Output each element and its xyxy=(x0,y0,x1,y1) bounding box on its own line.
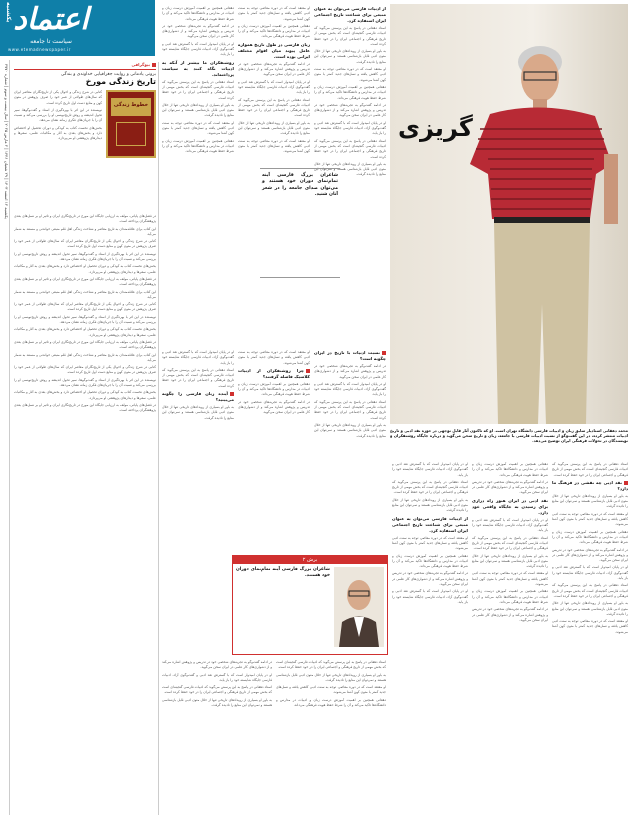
interview-paragraph: استاد دهقانی در پاسخ به این پرسش می‌گوید که ادبیات فارسی گنجینه‌ای است که بخش مهمی از تاریخ فرهنگی و اجتماعی ایران را در خود حفظ کرده است. xyxy=(552,583,628,598)
book-paragraph: در فصل‌های پایانی، مولف به ارزیابی جایگاه این مورخ در تاریخ‌نگاری ایران و تاثیر او بر نسل‌های بعدی پژوهشگران پرداخته است. xyxy=(14,276,156,287)
person-illustration xyxy=(390,4,628,424)
striped-shirt xyxy=(470,107,612,219)
book-cover xyxy=(106,90,156,158)
interview-paragraph: او در پایان امیدوار است که با گسترش نقد ادبی و گفت‌وگوی آزاد، ادبیات فارسی جایگاه شایسته خود را باز یابد. xyxy=(162,350,234,365)
pull-quote: از ادبیات فارسی می‌توان به عنوان منبعی برای شناخت تاریخ اجتماعی ایران استفاده کرد. xyxy=(314,6,386,23)
interview-paragraph: او معتقد است که در دوره معاصر، توجه به سنت ادبی کاهش یافته و نسل‌های جدید کمتر با متون کهن آشنا می‌شوند. xyxy=(276,685,386,695)
masthead-slogan: سیاست تا جامعه xyxy=(30,38,72,45)
portrait-image xyxy=(334,567,384,647)
interview-paragraph: استاد دهقانی در پاسخ به این پرسش می‌گوید که ادبیات فارسی گنجینه‌ای است که بخش مهمی از تاریخ فرهنگی و اجتماعی ایران را در خود حفظ کرده است. xyxy=(314,138,386,159)
masthead-url[interactable]: www.etemadnewspaper.ir xyxy=(8,47,71,52)
book-paragraph: بخش‌های نخست کتاب به کودکی و دوران تحصیل او اختصاص دارد و بخش‌های بعدی به آثار و مکاتبات علمی، سفرها و دیدارهای پژوهشی او می‌پردازد. xyxy=(14,327,156,337)
interview-paragraph: به باور او بسیاری از رویدادهای تاریخی تنها از خلال متون ادبی قابل بازشناسی هستند و نمی‌توان این منابع را نادیده گرفت. xyxy=(162,405,234,420)
interview-paragraph: در ادامه گفت‌وگو به تجربه‌های شخصی خود در تدریس و پژوهش اشاره می‌کند و از دشواری‌های کار علمی در ایران سخن می‌گوید. xyxy=(162,660,272,670)
interview-paragraph: استاد دهقانی در پاسخ به این پرسش می‌گوید که ادبیات فارسی گنجینه‌ای است که بخش مهمی از تاریخ فرهنگی و اجتماعی ایران را در خود حفظ کرده است. xyxy=(162,685,272,695)
interview-paragraph: به باور او بسیاری از رویدادهای تاریخی تنها از خلال متون ادبی قابل بازشناسی هستند و نمی‌توان این منابع را نادیده گرفت. xyxy=(392,497,468,513)
pull-quote: نقد ادبی در ایران هنوز راه درازی برای رسیدن به جایگاه واقعی خود دارد. xyxy=(472,497,548,515)
interview-column xyxy=(162,6,234,346)
interview-paragraph: به باور او بسیاری از رویدادهای تاریخی تنها از خلال متون ادبی قابل بازشناسی هستند و نمی‌توان این منابع را نادیده گرفت. xyxy=(162,102,234,118)
book-paragraph: در فصل‌های پایانی، مولف به ارزیابی جایگاه این مورخ در تاریخ‌نگاری ایران و تاثیر او بر نسل‌های بعدی پژوهشگران پرداخته است. xyxy=(14,214,156,224)
red-square-icon xyxy=(306,369,310,373)
interview-column xyxy=(276,660,386,815)
interview-paragraph: در ادامه گفت‌وگو به تجربه‌های شخصی خود در تدریس و پژوهش اشاره می‌کند و از دشواری‌های کار علمی در ایران سخن می‌گوید. xyxy=(314,102,386,118)
arm-left xyxy=(604,154,618,224)
interview-paragraph: به باور او بسیاری از رویدادهای تاریخی تنها از خلال متون ادبی قابل بازشناسی هستند و نمی‌توان این منابع را نادیده گرفت. xyxy=(314,422,386,438)
book-paragraph: در فصل‌های پایانی، مولف به ارزیابی جایگاه این مورخ در تاریخ‌نگاری ایران و تاثیر او بر نسل‌های بعدی پژوهشگران پرداخته است. xyxy=(14,402,156,413)
book-paragraph: بخش‌های نخست کتاب به کودکی و دوران تحصیل او اختصاص دارد و بخش‌های بعدی به آثار و مکاتبات علمی، سفرها و دیدارهای پژوهشی او می‌پردازد. xyxy=(14,125,102,141)
book-subtitle: برونی یادمانی و روایت جغرافیایی خداوندی و بندگی xyxy=(60,72,156,77)
book-paragraph: بخش‌های نخست کتاب به کودکی و دوران تحصیل او اختصاص دارد و بخش‌های بعدی به آثار و مکاتبات علمی، سفرها و دیدارهای پژوهشی او می‌پردازد. xyxy=(14,390,156,400)
book-paragraph: کتابی در شرح زندگی و احوال یکی از تاریخ‌نگاران معاصر ایران که سال‌های طولانی از عمر خود را صرف پژوهش در متون کهن و منابع دست اول تاریخ کرده است. xyxy=(14,90,102,105)
interview-paragraph: به باور او بسیاری از رویدادهای تاریخی تنها از خلال متون ادبی قابل بازشناسی هستند و نمی‌توان این منابع را نادیده گرفت. xyxy=(552,493,628,509)
book-intro xyxy=(14,90,102,210)
interview-paragraph: در ادامه گفت‌وگو به تجربه‌های شخصی خود در تدریس و پژوهش اشاره می‌کند و از دشواری‌های کار علمی در ایران سخن می‌گوید. xyxy=(472,607,548,622)
book-section xyxy=(14,62,156,817)
interview-paragraph: دهقانی همچنین بر اهمیت آموزش درست زبان و ادبیات در مدارس و دانشگاه‌ها تاکید می‌کند و آن را شرط حفظ هویت فرهنگی می‌داند. xyxy=(472,462,548,477)
column-divider xyxy=(158,62,159,815)
interview-paragraph: دهقانی همچنین بر اهمیت آموزش درست زبان و ادبیات در مدارس و دانشگاه‌ها تاکید می‌کند و آن را شرط حفظ هویت فرهنگی می‌داند. xyxy=(472,589,548,604)
interview-paragraph: به باور او بسیاری از رویدادهای تاریخی تنها از خلال متون ادبی قابل بازشناسی هستند و نمی‌توان این منابع را نادیده گرفت. xyxy=(276,672,386,682)
interview-paragraph: در ادامه گفت‌وگو به تجربه‌های شخصی خود در تدریس و پژوهش اشاره می‌کند و از دشواری‌های کار علمی در ایران سخن می‌گوید. xyxy=(392,571,468,587)
interview-right-lower xyxy=(390,462,628,817)
interview-paragraph: او معتقد است که در دوره معاصر، توجه به سنت ادبی کاهش یافته و نسل‌های جدید کمتر با متون کهن آشنا می‌شوند. xyxy=(472,571,548,587)
trousers xyxy=(494,223,590,424)
book-paragraph: نویسنده در این اثر با بهره‌گیری از اسناد و گفت‌وگوها، سیر تحول اندیشه و روش تاریخ‌نویسی او را بررسی می‌کند و نسبت آن را با جریان‌های فکری زمانه نشان می‌دهد. xyxy=(14,377,156,388)
date-strip: یکشنبه ۱۲ اسفند ۱۴۰۳ | ۲۹ شعبان ۱۴۴۶ | ۲ مارس ۲۰۲۵ | سال بیست و سوم | شماره ۴۷۷۰ xyxy=(0,60,10,815)
interview-paragraph: او در پایان امیدوار است که با گسترش نقد ادبی و گفت‌وگوی آزاد، ادبیات فارسی جایگاه شایسته خود را باز یابد. xyxy=(472,517,548,533)
book-paragraph: این کتاب برای علاقه‌مندان به تاریخ معاصر و شناخت زندگی اهل قلم منبعی خواندنی و مستند به شمار می‌آید. xyxy=(14,226,156,236)
interview-paragraph: او معتقد است که در دوره معاصر، توجه به سنت ادبی کاهش یافته و نسل‌های جدید کمتر با متون کهن آشنا می‌شوند. xyxy=(314,67,386,82)
interview-paragraph: در ادامه گفت‌وگو به تجربه‌های شخصی خود در تدریس و پژوهش اشاره می‌کند و از دشواری‌های کار علمی در ایران سخن می‌گوید. xyxy=(552,547,628,563)
book-paragraph: نویسنده در این اثر با بهره‌گیری از اسناد و گفت‌وگوها، سیر تحول اندیشه و روش تاریخ‌نویسی او را بررسی می‌کند و نسبت آن را با جریان‌های فکری زمانه نشان می‌دهد. xyxy=(14,107,102,123)
interview-paragraph: او در پایان امیدوار است که با گسترش نقد ادبی و گفت‌وگوی آزاد، ادبیات فارسی جایگاه شایسته خود را باز یابد. xyxy=(162,41,234,57)
interview-paragraph: به باور او بسیاری از رویدادهای تاریخی تنها از خلال متون ادبی قابل بازشناسی هستند و نمی‌توان این منابع را نادیده گرفت. xyxy=(162,697,272,708)
book-paragraph: بخش‌های نخست کتاب به کودکی و دوران تحصیل او اختصاص دارد و بخش‌های بعدی به آثار و مکاتبات علمی، سفرها و دیدارهای پژوهشی او می‌پردازد. xyxy=(14,264,156,274)
interview-paragraph: در ادامه گفت‌وگو به تجربه‌های شخصی خود در تدریس و پژوهش اشاره می‌کند و از دشواری‌های کار علمی در ایران سخن می‌گوید. xyxy=(238,61,310,77)
question: چرا روشنفکران از ادبیات کلاسیک فاصله گرفتند؟ xyxy=(238,367,310,379)
book-paragraph: نویسنده در این اثر با بهره‌گیری از اسناد و گفت‌وگوها، سیر تحول اندیشه و روش تاریخ‌نویسی او را بررسی می‌کند و نسبت آن را با جریان‌های فکری زمانه نشان می‌دهد. xyxy=(14,314,156,325)
interview-paragraph: استاد دهقانی در پاسخ به این پرسش می‌گوید که ادبیات فارسی گنجینه‌ای است که بخش مهمی از تاریخ فرهنگی و اجتماعی ایران را در خود حفظ کرده است. xyxy=(314,26,386,46)
pull-quote-box xyxy=(260,168,340,278)
interview-paragraph: دهقانی همچنین بر اهمیت آموزش درست زبان و ادبیات در مدارس و دانشگاه‌ها تاکید می‌کند و آن را شرط حفظ هویت فرهنگی می‌داند. xyxy=(238,381,310,397)
interview-paragraph: او معتقد است که در دوره معاصر، توجه به سنت ادبی کاهش یافته و نسل‌های جدید کمتر با متون کهن آشنا می‌شوند. xyxy=(162,120,234,136)
book-paragraph: کتابی در شرح زندگی و احوال یکی از تاریخ‌نگاران معاصر ایران که سال‌های طولانی از عمر خود را صرف پژوهش در متون کهن و منابع دست اول تاریخ کرده است. xyxy=(14,239,156,249)
pull-quote: از ادبیات فارسی می‌توان به عنوان منبعی برای شناخت تاریخ اجتماعی ایران استفاده کرد. xyxy=(392,515,468,533)
interview-paragraph: استاد دهقانی در پاسخ به این پرسش می‌گوید که ادبیات فارسی گنجینه‌ای است که بخش مهمی از تاریخ فرهنگی و اجتماعی ایران را در خود حفظ کرده است. xyxy=(552,462,628,477)
interview-paragraph: او معتقد است که در دوره معاصر، توجه به سنت ادبی کاهش یافته و نسل‌های جدید کمتر با متون کهن آشنا می‌شوند. xyxy=(238,138,310,154)
interview-paragraph: دهقانی همچنین بر اهمیت آموزش درست زبان و ادبیات در مدارس و دانشگاه‌ها تاکید می‌کند و آن را شرط حفظ هویت فرهنگی می‌داند. xyxy=(552,529,628,545)
interview-paragraph: دهقانی همچنین بر اهمیت آموزش درست زبان و ادبیات در مدارس و دانشگاه‌ها تاکید می‌کند و آن را شرط حفظ هویت فرهنگی می‌داند. xyxy=(276,697,386,708)
section-kicker: بیوگرافی xyxy=(131,62,150,67)
interview-photo xyxy=(390,4,628,424)
interview-paragraph: دهقانی همچنین بر اهمیت آموزش درست زبان و ادبیات در مدارس و دانشگاه‌ها تاکید می‌کند و آن را شرط حفظ هویت فرهنگی می‌داند. xyxy=(314,84,386,100)
book-paragraph: کتابی در شرح زندگی و احوال یکی از تاریخ‌نگاران معاصر ایران که سال‌های طولانی از عمر خود را صرف پژوهش در متون کهن و منابع دست اول تاریخ کرده است. xyxy=(14,365,156,375)
interview-column xyxy=(238,350,310,550)
interview-paragraph: او در پایان امیدوار است که با گسترش نقد ادبی و گفت‌وگوی آزاد، ادبیات فارسی جایگاه شایسته خود را باز یابد. xyxy=(314,381,386,397)
pull-quote: شاعران بزرگ فارسی آینه تمام‌نمای دوران خود هستند و می‌توان صدای جامعه را در شعر آنان شنید. xyxy=(262,173,338,198)
red-square-icon xyxy=(230,392,234,396)
interview-paragraph: در ادامه گفت‌وگو به تجربه‌های شخصی خود در تدریس و پژوهش اشاره می‌کند و از دشواری‌های کار علمی در ایران سخن می‌گوید. xyxy=(238,399,310,415)
interview-paragraph: استاد دهقانی در پاسخ به این پرسش می‌گوید که ادبیات فارسی گنجینه‌ای است که بخش مهمی از تاریخ فرهنگی و اجتماعی ایران را در خود حفظ کرده است. xyxy=(472,535,548,551)
book-paragraph: کتابی در شرح زندگی و احوال یکی از تاریخ‌نگاران معاصر ایران که سال‌های طولانی از عمر خود را صرف پژوهش در متون کهن و منابع دست اول تاریخ کرده است. xyxy=(14,302,156,312)
interview-paragraph: به باور او بسیاری از رویدادهای تاریخی تنها از خلال متون ادبی قابل بازشناسی هستند و نمی‌توان این منابع را نادیده گرفت. xyxy=(552,601,628,616)
interview-paragraph: او در پایان امیدوار است که با گسترش نقد ادبی و گفت‌وگوی آزاد، ادبیات فارسی جایگاه شایسته خود را باز یابد. xyxy=(552,565,628,581)
question: نسبت ادبیات با تاریخ در ایران چگونه است؟ xyxy=(314,350,386,361)
book-paragraph: نویسنده در این اثر با بهره‌گیری از اسناد و گفت‌وگوها، سیر تحول اندیشه و روش تاریخ‌نویسی او را بررسی می‌کند و نسبت آن را با جریان‌های فکری زمانه نشان می‌دهد. xyxy=(14,251,156,262)
excerpt-box-text: شاعران بزرگ فارسی آینه تمام‌نمای دوران خود هستند. xyxy=(236,567,330,578)
belt xyxy=(494,217,590,223)
interview-paragraph: دهقانی همچنین بر اهمیت آموزش درست زبان و ادبیات در مدارس و دانشگاه‌ها تاکید می‌کند و آن را شرط حفظ هویت فرهنگی می‌داند. xyxy=(162,6,234,21)
book-cover-title: خطوط زندگی xyxy=(113,102,149,108)
interview-lead: محمد دهقانی استادیار سابق زبان و ادبیات فارسی دانشگاه تهران است. او که تاکنون آثار قابل توجهی در حوزه نقد ادبی و تاریخ ادبیات منتشر کرده، در این گفت‌وگو از نسبت ادبیات فارسی با جامعه، زبان و تاریخ سخن می‌گوید و درباره جایگاه روشنفکران و نویسندگان در تحولات فرهنگی ایران توضیح می‌دهد. xyxy=(390,428,628,443)
interview-paragraph: او در پایان امیدوار است که با گسترش نقد ادبی و گفت‌وگوی آزاد، ادبیات فارسی جایگاه شایسته خود را باز یابد. xyxy=(162,672,272,682)
interview-column xyxy=(552,462,628,817)
interview-paragraph: دهقانی همچنین بر اهمیت آموزش درست زبان و ادبیات در مدارس و دانشگاه‌ها تاکید می‌کند و آن را شرط حفظ هویت فرهنگی می‌داند. xyxy=(238,23,310,39)
pull-quote: روشنفکران ما بیشتر از آنکه به ادبیات نگاه کنند به سیاست پرداخته‌اند. xyxy=(162,59,234,77)
interview-paragraph: استاد دهقانی در پاسخ به این پرسش می‌گوید که ادبیات فارسی گنجینه‌ای است که بخش مهمی از تاریخ فرهنگی و اجتماعی ایران را در خود حفظ کرده است. xyxy=(314,399,386,420)
headline-fragment: گریزی xyxy=(398,114,473,142)
interview-column xyxy=(162,350,234,550)
interview-paragraph: او معتقد است که در دوره معاصر، توجه به سنت ادبی کاهش یافته و نسل‌های جدید کمتر با متون کهن آشنا می‌شوند. xyxy=(552,511,628,527)
red-square-icon xyxy=(152,63,156,67)
interview-paragraph: او معتقد است که در دوره معاصر، توجه به سنت ادبی کاهش یافته و نسل‌های جدید کمتر با متون کهن آشنا می‌شوند. xyxy=(552,619,628,634)
interview-paragraph: او در پایان امیدوار است که با گسترش نقد ادبی و گفت‌وگوی آزاد، ادبیات فارسی جایگاه شایسته خود را باز یابد. xyxy=(392,589,468,604)
book-paragraph: این کتاب برای علاقه‌مندان به تاریخ معاصر و شناخت زندگی اهل قلم منبعی خواندنی و مستند به شمار می‌آید. xyxy=(14,352,156,362)
interview-paragraph: او در پایان امیدوار است که با گسترش نقد ادبی و گفت‌وگوی آزاد، ادبیات فارسی جایگاه شایسته خود را باز یابد. xyxy=(314,120,386,136)
interview-column xyxy=(314,350,386,550)
interview-paragraph: او معتقد است که در دوره معاصر، توجه به سنت ادبی کاهش یافته و نسل‌های جدید کمتر با متون کهن آشنا می‌شوند. xyxy=(392,535,468,551)
interview-paragraph: استاد دهقانی در پاسخ به این پرسش می‌گوید که ادبیات فارسی گنجینه‌ای است که بخش مهمی از تاریخ فرهنگی و اجتماعی ایران را در خود حفظ کرده است. xyxy=(238,97,310,118)
interview-column xyxy=(392,462,468,817)
question: نقد ادبی چه نقشی در فرهنگ ما دارد؟ xyxy=(552,479,628,491)
question: آینده زبان فارسی را چگونه می‌بینید؟ xyxy=(162,391,234,403)
interview-column xyxy=(472,462,548,817)
interview-paragraph: استاد دهقانی در پاسخ به این پرسش می‌گوید که ادبیات فارسی گنجینه‌ای است که بخش مهمی از تاریخ فرهنگی و اجتماعی ایران را در خود حفظ کرده است. xyxy=(162,367,234,388)
excerpt-box-label: برش ۲ xyxy=(233,556,387,564)
red-square-icon xyxy=(382,351,386,355)
red-square-icon xyxy=(624,481,628,485)
interview-paragraph: به باور او بسیاری از رویدادهای تاریخی تنها از خلال متون ادبی قابل بازشناسی هستند و نمی‌توان این منابع را نادیده گرفت. xyxy=(314,161,386,177)
portrait-face xyxy=(347,580,371,610)
interview-paragraph: در ادامه گفت‌وگو به تجربه‌های شخصی خود در تدریس و پژوهش اشاره می‌کند و از دشواری‌های کار علمی در ایران سخن می‌گوید. xyxy=(162,23,234,39)
interview-paragraph: به باور او بسیاری از رویدادهای تاریخی تنها از خلال متون ادبی قابل بازشناسی هستند و نمی‌توان این منابع را نادیده گرفت. xyxy=(238,120,310,136)
interview-paragraph: دهقانی همچنین بر اهمیت آموزش درست زبان و ادبیات در مدارس و دانشگاه‌ها تاکید می‌کند و آن را شرط حفظ هویت فرهنگی می‌داند. xyxy=(162,138,234,154)
interview-bottom-middle xyxy=(162,660,386,815)
interview-paragraph: در ادامه گفت‌وگو به تجربه‌های شخصی خود در تدریس و پژوهش اشاره می‌کند و از دشواری‌های کار علمی در ایران سخن می‌گوید. xyxy=(314,364,386,379)
interview-paragraph: او در پایان امیدوار است که با گسترش نقد ادبی و گفت‌وگوی آزاد، ادبیات فارسی جایگاه شایسته خود را باز یابد. xyxy=(238,79,310,95)
interview-paragraph: به باور او بسیاری از رویدادهای تاریخی تنها از خلال متون ادبی قابل بازشناسی هستند و نمی‌توان این منابع را نادیده گرفت. xyxy=(314,49,386,64)
newspaper-logo: اعتماد xyxy=(13,2,89,37)
interview-column xyxy=(162,660,272,815)
book-title: تاریخ زندگی مورخ xyxy=(85,77,156,86)
face xyxy=(521,54,559,102)
interview-paragraph: استاد دهقانی در پاسخ به این پرسش می‌گوید که ادبیات فارسی گنجینه‌ای است که بخش مهمی از تاریخ فرهنگی و اجتماعی ایران را در خود حفظ کرده است. xyxy=(276,660,386,670)
book-paragraph: در فصل‌های پایانی، مولف به ارزیابی جایگاه این مورخ در تاریخ‌نگاری ایران و تاثیر او بر نسل‌های بعدی پژوهشگران پرداخته است. xyxy=(14,339,156,350)
interview-paragraph: استاد دهقانی در پاسخ به این پرسش می‌گوید که ادبیات فارسی گنجینه‌ای است که بخش مهمی از تاریخ فرهنگی و اجتماعی ایران را در خود حفظ کرده است. xyxy=(392,479,468,495)
interview-paragraph: در ادامه گفت‌وگو به تجربه‌های شخصی خود در تدریس و پژوهش اشاره می‌کند و از دشواری‌های کار علمی در ایران سخن می‌گوید. xyxy=(472,479,548,495)
interview-paragraph: او معتقد است که در دوره معاصر، توجه به سنت ادبی کاهش یافته و نسل‌های جدید کمتر با متون کهن آشنا می‌شوند. xyxy=(238,6,310,21)
masthead xyxy=(0,0,155,56)
interview-paragraph: دهقانی همچنین بر اهمیت آموزش درست زبان و ادبیات در مدارس و دانشگاه‌ها تاکید می‌کند و آن را شرط حفظ هویت فرهنگی می‌داند. xyxy=(392,553,468,569)
interview-paragraph: استاد دهقانی در پاسخ به این پرسش می‌گوید که ادبیات فارسی گنجینه‌ای است که بخش مهمی از تاریخ فرهنگی و اجتماعی ایران را در خود حفظ کرده است. xyxy=(162,79,234,100)
excerpt-box xyxy=(232,555,388,655)
book-body xyxy=(14,214,156,774)
book-paragraph: این کتاب برای علاقه‌مندان به تاریخ معاصر و شناخت زندگی اهل قلم منبعی خواندنی و مستند به شمار می‌آید. xyxy=(14,289,156,299)
pull-quote: زبان فارسی در طول تاریخ همواره عامل پیوند میان اقوام مختلف ایرانی بوده است. xyxy=(238,41,310,59)
interview-paragraph: او در پایان امیدوار است که با گسترش نقد ادبی و گفت‌وگوی آزاد، ادبیات فارسی جایگاه شایسته خود را باز یابد. xyxy=(392,462,468,477)
day-label: یکشنبه xyxy=(5,2,12,23)
interview-lower-columns xyxy=(162,350,386,550)
interview-paragraph: او معتقد است که در دوره معاصر، توجه به سنت ادبی کاهش یافته و نسل‌های جدید کمتر با متون کهن آشنا می‌شوند. xyxy=(238,350,310,365)
interview-paragraph: به باور او بسیاری از رویدادهای تاریخی تنها از خلال متون ادبی قابل بازشناسی هستند و نمی‌توان این منابع را نادیده گرفت. xyxy=(472,553,548,569)
